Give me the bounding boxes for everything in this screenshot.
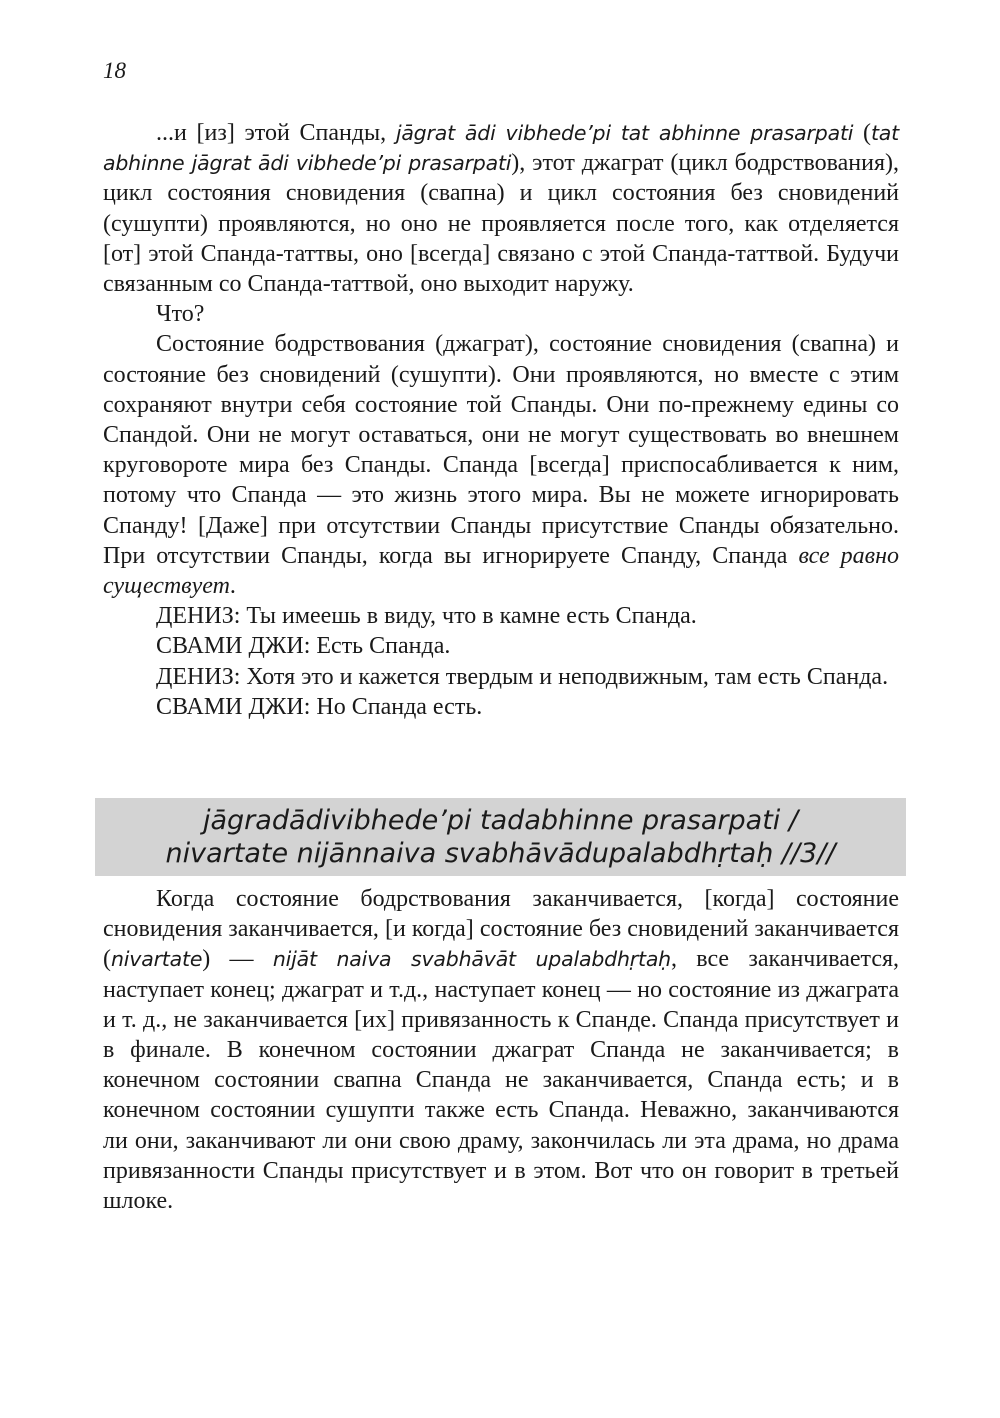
paragraph [103, 329, 899, 601]
dialogue-line: СВАМИ ДЖИ: Есть Спанда. [156, 633, 451, 660]
page-number: 18 [103, 58, 126, 83]
verse-line-2: nivartate nijānnaiva svabhāvādupalabdhṛtaḥ //3// [165, 838, 836, 869]
emphasis: все равно существует [103, 542, 899, 600]
dialogue-line: ДЕНИЗ: Ты имеешь в виду, что в камне есть Спанда. [156, 603, 697, 630]
text-run: ( [853, 120, 871, 146]
dialogue-line: СВАМИ ДЖИ: Но Спанда есть. [156, 693, 483, 720]
commentary-text-block [103, 884, 899, 1216]
text-run: , все заканчивается, наступает конец; джаграт и т.д., наступает конец — но состояние из джаграта и т. д., не заканчивается [их] привязанность к Спанде. Спанда присутствует и в финале. В конечном состоянии джаграт Спанда не заканчивается; в конечном состоянии свапна Спанда не заканчивается, Спанда есть; и в конечном состоянии сушупти также есть Спанда. Неважно, заканчиваются ли они, заканчивают ли они свою драму, закончилась ли эта драма, но драма привязанности Спанды присутствует и в этом. Вот что он говорит в третьей шлоке. [103, 946, 900, 1215]
text-run: Когда состояние бодрствования заканчивается, [когда] состояние сновидения заканчивается, [и когда] состояние без сновидений заканчивается ( [103, 886, 899, 973]
paragraph [103, 884, 899, 1216]
paragraph: Что? [156, 301, 205, 328]
transliteration: tat abhinne jāgrat ādi vibhede’pi prasarpati [103, 121, 900, 176]
text-run: ), этот джаграт (цикл бодрствования), цикл состояния сновидения (свапна) и цикл состояния без сновидений (сушупти) проявляются, но оно не проявляется после того, как отделяется [от] этой Спанда-таттвы, оно [всегда] связано с этой Спанда-таттвой. Будучи связанным со Спанда-таттвой, оно выходит наружу. [103, 150, 899, 298]
transliteration: nivartate [111, 947, 203, 972]
text-run: . [229, 573, 236, 600]
text-run: ) — [202, 946, 273, 973]
transliteration: nijāt naiva svabhāvāt upalabdhṛtaḥ [272, 947, 671, 972]
body-text-block [103, 118, 899, 722]
verse-line-1: jāgradādivibhede’pi tadabhinne prasarpati / [203, 805, 798, 836]
sanskrit-verse-box [95, 798, 906, 876]
paragraph [103, 118, 899, 299]
text-run: Состояние бодрствования (джаграт), состояние сновидения (свапна) и состояние без сновидений (сушупти). Они проявляются, но вместе с этим сохраняют внутри себя состояние той Спанды. Они по-прежнему едины со Спандой. Они не могут оставаться, они не могут существовать во внешнем круговороте мира без Спанды. Спанда [всегда] приспосабливается к ним, потому что Спанда — это жизнь этого мира. Вы не можете игнорировать Спанду! [Даже] при отсутствии Спанды присутствие Спанды обязательно. При отсутствии Спанды, когда вы игнорируете Спанду, Спанда [103, 331, 899, 569]
transliteration: jāgrat ādi vibhede’pi tat abhinne prasarpati [395, 121, 854, 145]
dialogue-line: ДЕНИЗ: Хотя это и кажется твердым и неподвижным, там есть Спанда. [156, 663, 889, 690]
text-run: ...и [из] этой Спанды, [156, 120, 396, 146]
